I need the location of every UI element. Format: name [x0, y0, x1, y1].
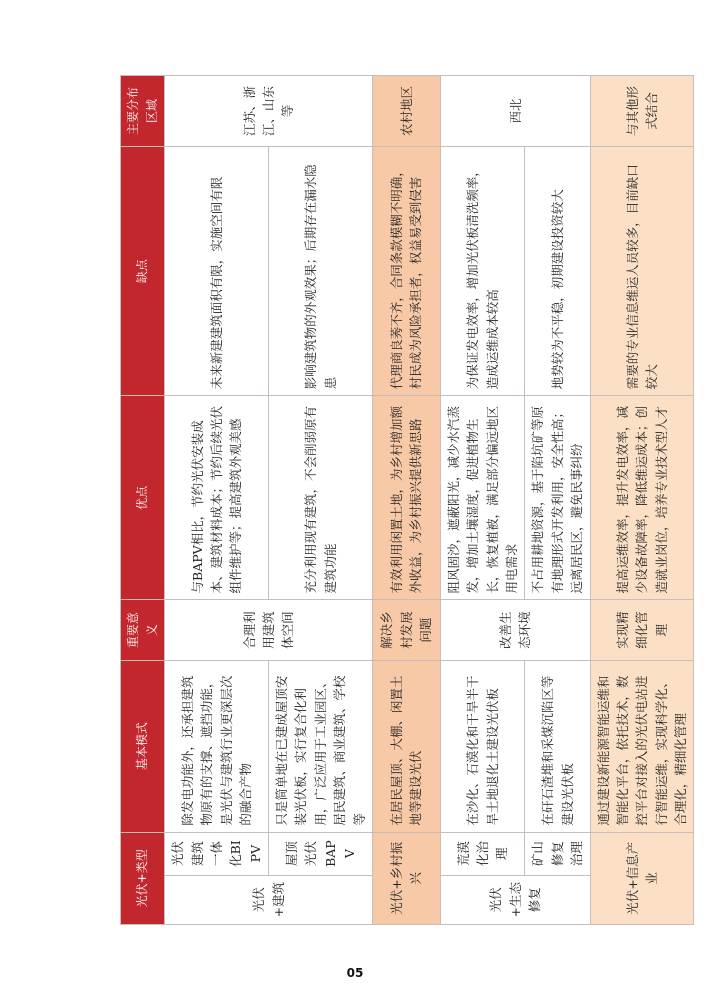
significance-rural: 解决乡村发展问题 — [372, 600, 440, 660]
table-header-row — [121, 76, 165, 925]
table-row — [165, 76, 269, 925]
table-row — [269, 76, 373, 925]
category-rural: 光伏+乡村振兴 — [372, 832, 440, 924]
page-number: 05 — [346, 966, 364, 980]
category-info: 光伏+信息产业 — [590, 832, 694, 924]
sub-mine: 矿山修复治理 — [525, 832, 590, 875]
header-region: 主要分布区域 — [121, 76, 165, 147]
advantages-bipv: 与BAPV相比，节约光伏安装成本、建筑材料成本；节约后续光伏组件维护等；提高建筑外观美感 — [165, 396, 269, 600]
disadvantages-rural: 代理商良莠不齐，合同条款模糊不明确，村民成为风险承担者，权益易受到侵害 — [372, 146, 440, 395]
mode-info: 通过建设新能源智能运维和智能化平台，依托技术，数控平台对接入的光伏电站进行智能运维，实现科学化、合理化，精细化管理 — [590, 660, 694, 832]
table-row — [372, 76, 440, 925]
category-building: 光伏+建筑 — [165, 875, 373, 924]
header-mode: 基本模式 — [121, 660, 165, 832]
table-row — [590, 76, 694, 925]
table-row — [525, 76, 590, 925]
significance-info: 实现精细化管理 — [590, 600, 694, 660]
region-rural: 农村地区 — [372, 76, 440, 147]
region-eco: 西北 — [440, 76, 590, 147]
disadvantages-info: 需要的专业信息维运人员较多，目前缺口较大 — [590, 146, 694, 395]
region-info: 与其他形式结合 — [590, 76, 694, 147]
category-eco: 光伏+生态修复 — [440, 875, 590, 924]
advantages-info: 提高运维效率，提升发电效率，减少设备故障率，降低维运成本；创造就业岗位，培养专业技术型人才 — [590, 396, 694, 600]
sub-desert: 荒漠化治理 — [440, 832, 525, 875]
header-advantages: 优点 — [121, 396, 165, 600]
table-row — [440, 76, 525, 925]
header-significance: 重要意义 — [121, 600, 165, 660]
header-disadvantages: 缺点 — [121, 146, 165, 395]
header-type: 光伏+类型 — [121, 832, 165, 924]
advantages-desert: 阻风固沙，遮蔽阳光，减少水汽蒸发，增加土壤湿度，促进植物生长，恢复植被，满足部分偏远地区用电需求 — [440, 396, 525, 600]
mode-bipv: 除发电功能外，还承担建筑物原有的支撑、遮挡功能，是光伏与建筑行业更深层次的融合产物 — [165, 660, 269, 832]
significance-eco: 改善生态环境 — [440, 600, 590, 660]
disadvantages-desert: 为保证发电效率，增加光伏板清洗频率，造成运维成本较高 — [440, 146, 525, 395]
sub-bapv: 屋顶光伏BAPV — [269, 832, 373, 875]
disadvantages-bipv: 未来新建建筑面积有限，实施空间有限 — [165, 146, 269, 395]
rotated-table-wrapper — [120, 75, 689, 925]
advantages-rural: 有效利用闲置土地，为乡村增加额外收益，为乡村振兴提供新思路 — [372, 396, 440, 600]
region-building: 江苏、浙江、山东等 — [165, 76, 373, 147]
mode-rural: 在居民屋顶、大棚、闲置土地等建设光伏 — [372, 660, 440, 832]
disadvantages-mine: 地势较为不平稳，初期建设投资较大 — [525, 146, 590, 395]
photovoltaic-types-table — [120, 75, 694, 925]
disadvantages-bapv: 影响建筑物的外观效果；后期存在漏水隐患 — [269, 146, 373, 395]
sub-bipv: 光伏建筑一体化BIPV — [165, 832, 269, 875]
significance-building: 合理利用建筑体空间 — [165, 600, 373, 660]
mode-desert: 在沙化、石漠化和干旱半干旱土地退化土建设光伏板 — [440, 660, 525, 832]
advantages-bapv: 充分利用现有建筑，不会削弱原有建筑功能 — [269, 396, 373, 600]
mode-bapv: 只是简单地在已建成屋顶安装光伏板，实行复合化利用，广泛应用于工业园区、居民建筑、商业建筑、学校等 — [269, 660, 373, 832]
advantages-mine: 不占用耕地资源，基于陷坑矿等原有地理形式开发利用，安全性高；远离居民区，避免民事纠纷 — [525, 396, 590, 600]
mode-mine: 在矸石渣堆和采煤沉陷区等建设光伏板 — [525, 660, 590, 832]
